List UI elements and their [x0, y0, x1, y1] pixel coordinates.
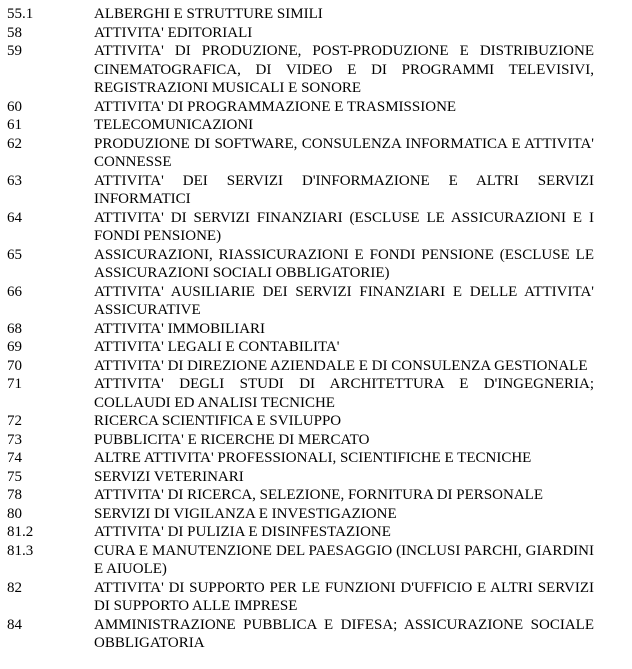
list-item — [0, 246, 632, 283]
activity-code: 55.1 — [7, 6, 34, 22]
activity-code: 58 — [7, 24, 22, 41]
list-item — [0, 24, 632, 43]
activity-code: 69 — [7, 339, 22, 355]
activity-description: ATTIVITA' LEGALI E CONTABILITA' — [94, 339, 340, 355]
list-item — [0, 135, 632, 172]
activity-code-list — [0, 5, 632, 653]
activity-description: ALTRE ATTIVITA' PROFESSIONALI, SCIENTIFICHE E TECNICHE — [94, 450, 532, 466]
list-item — [0, 42, 632, 98]
activity-description: ATTIVITA' DI RICERCA, SELEZIONE, FORNITURA DI PERSONALE — [94, 487, 543, 503]
activity-description: SERVIZI VETERINARI — [94, 468, 244, 485]
activity-description: RICERCA SCIENTIFICA E SVILUPPO — [94, 413, 342, 429]
activity-code: 72 — [7, 413, 22, 429]
list-item — [0, 375, 632, 412]
activity-description: ATTIVITA' DEGLI STUDI DI ARCHITETTURA E D'INGEGNERIA; COLLAUDI ED ANALISI TECNICHE — [94, 376, 594, 411]
list-item — [0, 431, 632, 450]
list-item — [0, 523, 632, 542]
activity-code: 64 — [7, 209, 22, 226]
list-item — [0, 468, 632, 487]
list-item — [0, 449, 632, 468]
activity-code: 71 — [7, 376, 22, 392]
list-item — [0, 616, 632, 653]
list-item — [0, 338, 632, 357]
activity-description: ASSICURAZIONI, RIASSICURAZIONI E FONDI PENSIONE (ESCLUSE LE ASSICURAZIONI SOCIALI OBBLIGATORIE) — [94, 246, 594, 281]
activity-description: ATTIVITA' DI PROGRAMMAZIONE E TRASMISSIONE — [94, 98, 457, 115]
list-item — [0, 5, 632, 24]
activity-code: 81.3 — [7, 542, 34, 559]
list-item — [0, 357, 632, 376]
list-item — [0, 98, 632, 117]
list-item — [0, 172, 632, 209]
activity-description: ATTIVITA' DI SUPPORTO PER LE FUNZIONI D'UFFICIO E ALTRI SERVIZI DI SUPPORTO ALLE IMPRESE — [94, 579, 594, 614]
activity-description: ATTIVITA' DI PRODUZIONE, POST-PRODUZIONE E DISTRIBUZIONE CINEMATOGRAFICA, DI VIDEO E DI PROGRAMMI TELEVISIVI, REGISTRAZIONI MUSICALI E SONORE — [94, 43, 594, 96]
list-item — [0, 505, 632, 524]
activity-code: 81.2 — [7, 524, 34, 540]
activity-description: ATTIVITA' IMMOBILIARI — [94, 320, 266, 337]
activity-description: SERVIZI DI VIGILANZA E INVESTIGAZIONE — [94, 505, 397, 522]
activity-code: 60 — [7, 98, 22, 115]
activity-description: ATTIVITA' DI SERVIZI FINANZIARI (ESCLUSE LE ASSICURAZIONI E I FONDI PENSIONE) — [94, 209, 594, 244]
list-item — [0, 116, 632, 135]
activity-description: ATTIVITA' AUSILIARIE DEI SERVIZI FINANZIARI E DELLE ATTIVITA' ASSICURATIVE — [94, 283, 594, 318]
activity-code: 62 — [7, 135, 22, 152]
activity-code: 73 — [7, 431, 22, 448]
activity-code: 65 — [7, 246, 22, 263]
activity-code: 80 — [7, 505, 22, 522]
activity-description: PRODUZIONE DI SOFTWARE, CONSULENZA INFORMATICA E ATTIVITA' CONNESSE — [94, 135, 594, 170]
activity-code: 66 — [7, 283, 22, 300]
activity-description: ATTIVITA' DI DIREZIONE AZIENDALE E DI CONSULENZA GESTIONALE — [94, 357, 588, 374]
activity-description: ALBERGHI E STRUTTURE SIMILI — [94, 6, 323, 22]
list-item — [0, 320, 632, 339]
list-item — [0, 412, 632, 431]
activity-description: TELECOMUNICAZIONI — [94, 117, 254, 133]
list-item — [0, 542, 632, 579]
activity-description: ATTIVITA' DEI SERVIZI D'INFORMAZIONE E ALTRI SERVIZI INFORMATICI — [94, 172, 594, 207]
activity-description: AMMINISTRAZIONE PUBBLICA E DIFESA; ASSICURAZIONE SOCIALE OBBLIGATORIA — [94, 616, 594, 651]
activity-description: ATTIVITA' EDITORIALI — [94, 24, 253, 41]
activity-code: 74 — [7, 450, 22, 466]
activity-description: ATTIVITA' DI PULIZIA E DISINFESTAZIONE — [94, 524, 391, 540]
activity-code: 61 — [7, 117, 22, 133]
list-item — [0, 209, 632, 246]
list-item — [0, 283, 632, 320]
activity-code: 63 — [7, 172, 22, 189]
activity-description: CURA E MANUTENZIONE DEL PAESAGGIO (INCLUSI PARCHI, GIARDINI E AIUOLE) — [94, 542, 594, 577]
list-item — [0, 579, 632, 616]
activity-code: 84 — [7, 616, 22, 633]
activity-code: 70 — [7, 357, 22, 374]
activity-code: 75 — [7, 468, 22, 485]
activity-code: 59 — [7, 43, 22, 59]
activity-code: 68 — [7, 320, 22, 337]
activity-code: 78 — [7, 487, 22, 503]
activity-description: PUBBLICITA' E RICERCHE DI MERCATO — [94, 431, 370, 448]
list-item — [0, 486, 632, 505]
activity-code: 82 — [7, 579, 22, 596]
